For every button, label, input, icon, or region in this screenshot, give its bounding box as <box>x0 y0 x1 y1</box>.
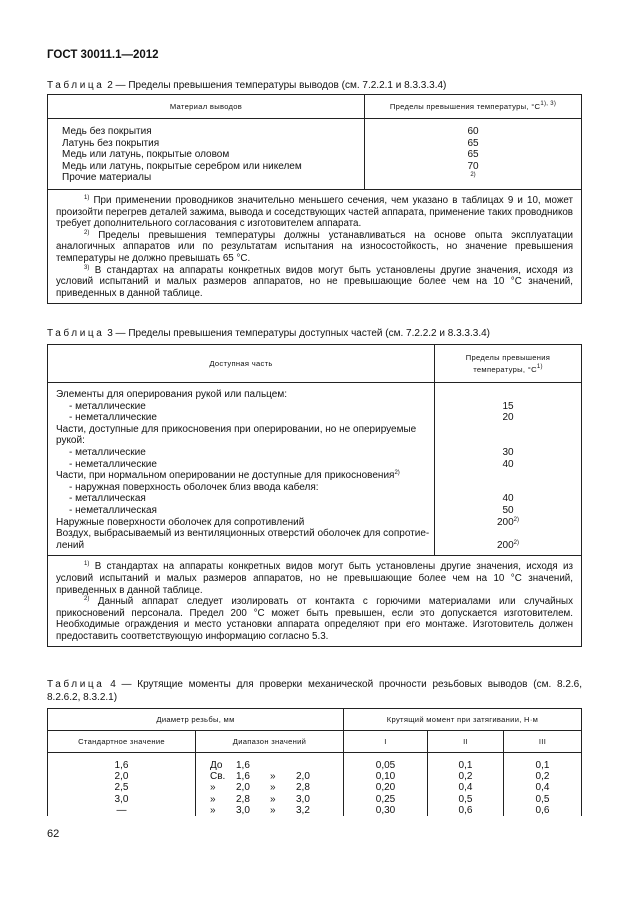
table3-value <box>435 424 581 436</box>
table2-materials-cell <box>48 119 365 190</box>
table4-range-r1: Св. <box>210 771 226 783</box>
table3-value-text: 20 <box>502 412 514 424</box>
table2-note <box>56 265 573 300</box>
table2-note-mark: 3) <box>84 264 90 271</box>
table2-note <box>56 230 573 265</box>
table4-iii-value: 0,4 <box>535 782 550 794</box>
table3-part <box>56 540 434 552</box>
table4-ii-value: 0,2 <box>458 771 473 783</box>
table4-std-value: 2,0 <box>114 771 129 783</box>
table4-i-value: 0,20 <box>375 782 396 794</box>
table4-std-value: 3,0 <box>114 793 129 805</box>
table3-part-text: - металлическая <box>69 493 146 505</box>
table3-part-text: Части, доступные для прикосновения при оперировании, но не оперируемые <box>56 423 417 435</box>
table2-value <box>365 161 581 173</box>
table4-std-header: Стандартное значение <box>48 731 196 753</box>
table4-i-value: 0,05 <box>375 760 396 771</box>
table2-value <box>365 138 581 150</box>
table4-range-r1: » <box>210 793 216 805</box>
table4-ii-value: 0,4 <box>458 782 473 794</box>
table3-value <box>435 528 581 540</box>
table2-note-mark: 2) <box>84 229 90 236</box>
table4-range-value <box>196 794 343 805</box>
table4-torque-header: Крутящий момент при затягивании, Н·м <box>344 709 582 731</box>
table3-part-text: рукой: <box>56 435 85 447</box>
table2-value <box>365 172 581 184</box>
table3-value-text: 200 <box>496 516 514 528</box>
table3-value-text: 200 <box>496 539 514 551</box>
table2-material: Прочие материалы <box>62 172 152 184</box>
table2 <box>47 94 582 304</box>
table4-col-ii-header: II <box>428 731 504 753</box>
table3-part <box>56 447 434 459</box>
table2-col2-header: Пределы превышения температуры, $^\circ С^{1), 3)}$ <box>365 95 582 119</box>
table3-part-text: - металлические <box>69 400 146 412</box>
table3-values-cell <box>435 383 582 556</box>
table4-range-r3: » <box>270 804 276 816</box>
table2-caption: Таблица 2 — Пределы превышения температуры выводов (см. 7.2.2.1 и 8.3.3.3.4) <box>47 80 447 91</box>
table3-value <box>435 470 581 482</box>
table3-part <box>56 470 434 482</box>
table3-part <box>56 424 434 436</box>
table3-value-footnote: 2) <box>513 539 520 546</box>
table4-range-r2: 1,6 <box>236 771 250 783</box>
table4-std-value: 1,6 <box>114 760 129 771</box>
table3-value <box>435 459 581 471</box>
table4-range-r2: 2,0 <box>236 782 250 794</box>
table4-iii-cell <box>504 753 582 816</box>
table4-std-value: 2,5 <box>114 782 129 794</box>
table2-note-mark: 1) <box>84 194 90 201</box>
table2-material: Медь или латунь, покрытые оловом <box>62 149 230 161</box>
table3-part <box>56 401 434 413</box>
table2-note-text: Пределы превышения температуры должны устанавливаться на основе опыта эксплуатации аналогичных аппаратов или по результатам испытания на износостойкость, но значение превышения температуры не должно превышать 65 °С. <box>56 229 573 264</box>
table4-col-i-header: I <box>344 731 428 753</box>
table3-caption: Таблица 3 — Пределы превышения температуры доступных частей (см. 7.2.2.2 и 8.3.3.3.4) <box>47 328 490 339</box>
table3-part <box>56 528 434 540</box>
table3-value <box>435 540 581 552</box>
table4-range-r2: 1,6 <box>236 760 250 771</box>
table2-value-text: 70 <box>467 160 479 172</box>
table3-part <box>56 517 434 529</box>
table4-range-value <box>196 805 343 816</box>
table4-range-r3: » <box>270 793 276 805</box>
table2-material: Медь без покрытия <box>62 126 152 137</box>
table3-value-text: 40 <box>502 493 514 505</box>
table3-part <box>56 493 434 505</box>
table3-part-text: - неметаллическая <box>69 504 157 516</box>
table2-col1-header: Материал выводов <box>48 95 365 119</box>
table4-i-value: 0,10 <box>375 771 396 783</box>
table3-value-text: 30 <box>502 446 514 458</box>
table3-part <box>56 459 434 471</box>
table3-value <box>435 517 581 529</box>
table3-part <box>56 482 434 494</box>
table4-range-r4: 2,8 <box>296 782 310 794</box>
table3-value <box>435 389 581 401</box>
table2-note <box>56 195 573 230</box>
table3-part-text: Элементы для оперирования рукой или пальцем: <box>56 389 287 400</box>
table3-notes <box>48 556 582 647</box>
table4-iii-value: 0,6 <box>535 804 550 816</box>
table2-values-cell <box>365 119 582 190</box>
table2-note-text: При применении проводников значительно меньшего сечения, чем указано в таблицах 9 и 10, может произойти перегрев деталей зажима, вывода и соседствующих частей аппарата, применение таких проводников требует дополнительного согласования с изготовителем аппарата. <box>56 194 573 230</box>
table4-i-value: 0,30 <box>375 804 396 816</box>
table3 <box>47 344 582 647</box>
table3-col1-header: Доступная часть <box>48 345 435 383</box>
table3-parts-cell <box>48 383 435 556</box>
table3-part-text: - наружная поверхность оболочек близ ввода кабеля: <box>69 481 319 493</box>
table4-ii-value: 0,1 <box>458 760 473 771</box>
table4-caption: Таблица 4 — Крутящие моменты для проверки механической прочности резьбовых выводов (см. 8.2.6, 8.2.6.2, 8.3.2.1) <box>47 679 583 703</box>
table3-value-text: 50 <box>502 504 514 516</box>
table2-value-text: 65 <box>467 137 479 149</box>
table3-part-text: лений <box>56 539 85 551</box>
table4-range-r4: 3,0 <box>296 793 310 805</box>
table4-iii-value: 0,5 <box>535 793 550 805</box>
table4-ii-value: 0,5 <box>458 793 473 805</box>
table2-value-footnote: 2) <box>470 172 476 179</box>
table4-i-cell <box>344 753 428 816</box>
table4-range-r1: » <box>210 782 216 794</box>
table3-part-text: Воздух, выбрасываемый из вентиляционных отверстий оболочек для сопротие- <box>56 528 430 540</box>
table4-range-r3: » <box>270 782 276 794</box>
table2-value <box>365 149 581 161</box>
table3-part-text: - неметаллические <box>69 412 157 424</box>
table3-part-footnote: 2) <box>394 470 400 477</box>
table2-value <box>365 126 581 138</box>
table4-std-value: — <box>116 804 127 816</box>
table4-col-iii-header: III <box>504 731 582 753</box>
table4-range-r1: » <box>210 804 216 816</box>
table3-part-text: - металлические <box>69 446 146 458</box>
table4-range-value <box>196 782 343 793</box>
table3-value-text: 15 <box>502 400 514 412</box>
table4-iii-value: 0,2 <box>535 771 550 783</box>
table3-value-text: 40 <box>502 458 514 470</box>
table3-note <box>56 561 573 596</box>
table3-note-mark: 2) <box>84 596 90 603</box>
table3-note-mark: 1) <box>84 561 90 568</box>
table2-value-text: 60 <box>467 126 479 137</box>
table2-value-text: 65 <box>467 149 479 161</box>
table4-range-header: Диапазон значений <box>196 731 344 753</box>
table3-part <box>56 435 434 447</box>
table2-notes <box>48 189 582 303</box>
table3-part <box>56 389 434 401</box>
table4-range-r1: До <box>210 760 223 771</box>
table3-note-text: В стандартах на аппараты конкретных видов могут быть установлены другие значения, исходя из условий испытаний и малых размеров аппаратов, но не превышающие более чем на 10 °С значений, приведенных в данной таблице. <box>56 561 573 596</box>
table4-range-r3: » <box>270 771 276 783</box>
table4-diameter-header: Диаметр резьбы, мм <box>48 709 344 731</box>
table3-part-text: Части, при нормальном оперировании не доступные для прикосновения <box>56 470 395 482</box>
table3-value-footnote: 2) <box>513 516 520 523</box>
table4-ii-cell <box>428 753 504 816</box>
table2-material: Латунь без покрытия <box>62 137 160 149</box>
table3-note <box>56 596 573 642</box>
table4-range-r2: 2,8 <box>236 793 250 805</box>
table4-range-value <box>196 771 343 782</box>
table4-iii-value: 0,1 <box>535 760 550 771</box>
table3-note-text: Данный аппарат следует изолировать от контакта с горючими материалами или случайных прикосновений персонала. Предел 200 °С может быть превышен, если это допускается изготовителем. Необходимые ограждения и место установки аппарата определяют при его монтаже. Изготовитель должен предоставить соответствующую информацию согласно 5.3. <box>56 596 573 642</box>
table4-range-r2: 3,0 <box>236 804 250 816</box>
table3-col2-header: Пределы превышения температуры, $^\circ С^{1)}$ <box>435 345 582 383</box>
table3-part-text: Наружные поверхности оболочек для сопротивлений <box>56 516 305 528</box>
table4-range-r4: 2,0 <box>296 771 310 783</box>
table4-ii-value: 0,6 <box>458 804 473 816</box>
table3-value <box>435 482 581 494</box>
table3-part-text: - неметаллические <box>69 458 157 470</box>
table3-part <box>56 412 434 424</box>
table4-i-value: 0,25 <box>375 793 396 805</box>
table4-range-r4: 3,2 <box>296 804 310 816</box>
table2-material: Медь или латунь, покрытые серебром или никелем <box>62 160 302 172</box>
table4 <box>47 708 582 816</box>
standard-header: ГОСТ 30011.1—2012 <box>47 49 159 61</box>
table3-value <box>435 435 581 447</box>
table3-value <box>435 505 581 517</box>
page-number: 62 <box>47 828 60 840</box>
table3-value <box>435 412 581 424</box>
table3-value <box>435 493 581 505</box>
table4-range-cell <box>196 753 344 816</box>
table3-part <box>56 505 434 517</box>
table3-value <box>435 401 581 413</box>
table4-range-value <box>196 760 343 771</box>
table3-value <box>435 447 581 459</box>
table2-note-text: В стандартах на аппараты конкретных видов могут быть установлены другие значения, исходя из условий испытаний и малых размеров аппаратов, но не превышающие более чем на 10 °С значений, приведенных в данной таблице. <box>56 264 573 299</box>
table4-std-cell <box>48 753 196 816</box>
